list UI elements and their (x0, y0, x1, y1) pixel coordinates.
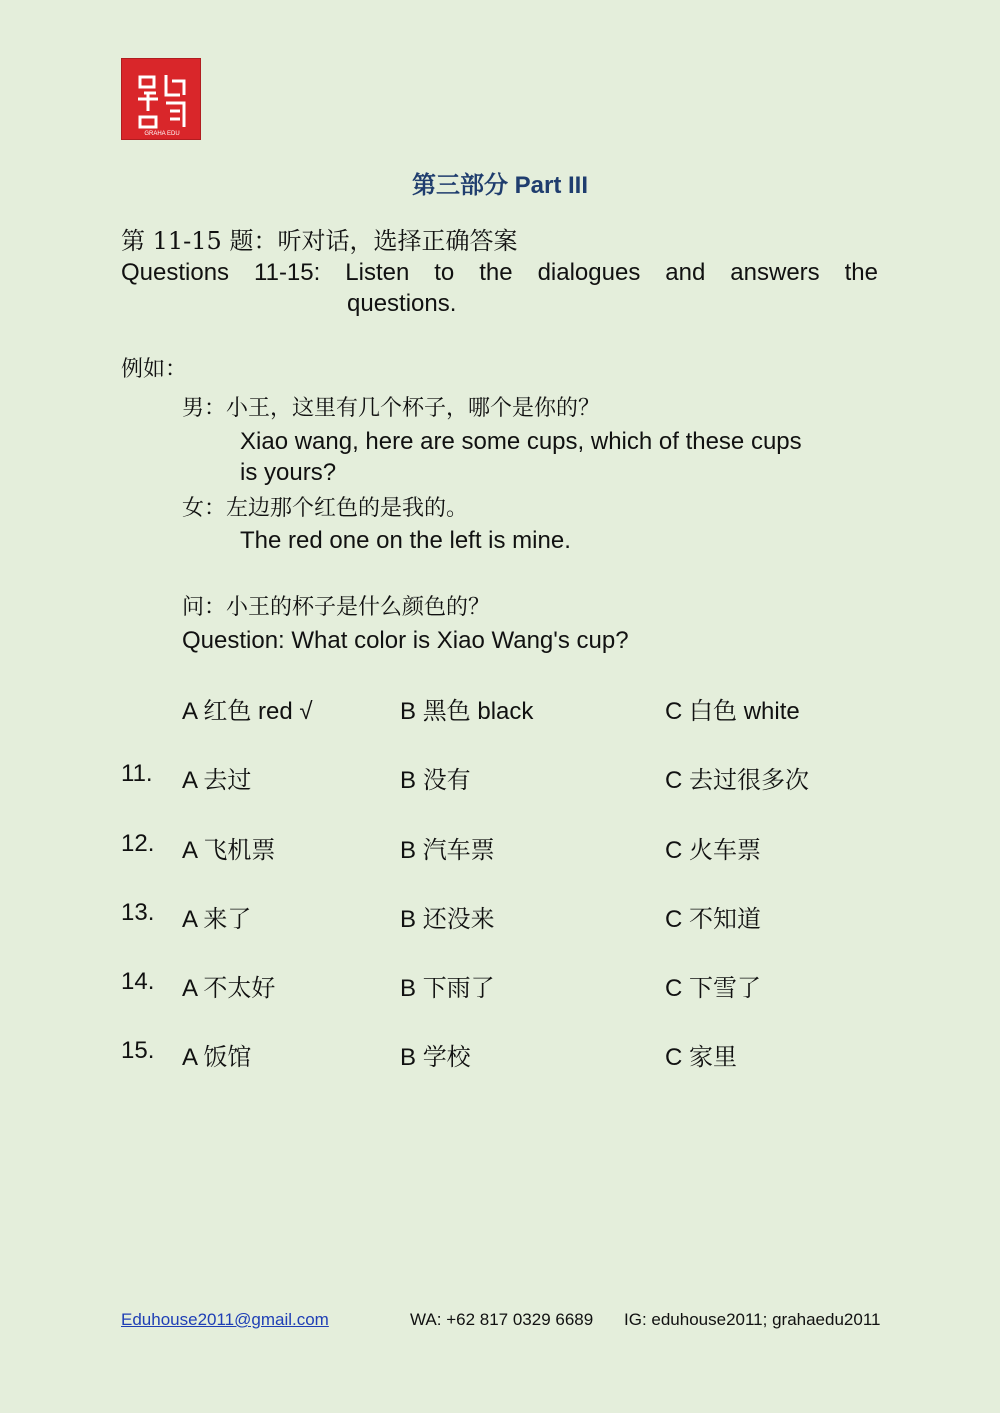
instruction-en-line2: questions. (347, 290, 457, 317)
option-en: white (743, 698, 800, 725)
question-13-option-b (400, 899, 495, 934)
option-text: 饭馆 (203, 1043, 252, 1071)
instruction-en-line1: Questions 11-15: Listen to the dialogues and answers the (121, 259, 878, 286)
section-title-en: Part III (514, 172, 589, 199)
example-question-zh: 问：小王的杯子是什么颜色的？ (182, 595, 491, 620)
option-text: 不太好 (203, 974, 276, 1002)
question-15-option-c (665, 1037, 737, 1072)
option-en: black (477, 698, 534, 725)
option-letter: A (182, 698, 197, 725)
graha-edu-logo (121, 58, 201, 140)
option-text: 来了 (203, 905, 252, 933)
option-text: 不知道 (689, 905, 762, 933)
question-number: 12. (121, 830, 155, 857)
section-title-zh: 第三部分 (411, 171, 508, 199)
option-letter: C (665, 767, 683, 794)
option-text: 汽车票 (422, 836, 495, 864)
email-link[interactable]: Eduhouse2011@gmail.com (121, 1310, 329, 1329)
question-11-option-b (400, 760, 471, 795)
question-11-option-c (665, 760, 809, 795)
option-zh: 黑色 (422, 697, 471, 725)
option-text: 飞机票 (203, 836, 276, 864)
option-text: 火车票 (689, 836, 762, 864)
instruction-zh: 第 11-15 题：听对话，选择正确答案 (121, 227, 518, 255)
question-number: 15. (121, 1037, 155, 1064)
option-text: 还没来 (422, 905, 495, 933)
option-letter: B (400, 906, 417, 933)
option-zh: 红色 (203, 697, 252, 725)
question-number: 11. (121, 760, 153, 787)
example-woman-zh: 女：左边那个红色的是我的。 (182, 496, 469, 521)
question-14-option-a (182, 968, 275, 1003)
option-letter: A (182, 767, 197, 794)
option-letter: C (665, 906, 683, 933)
example-label: 例如： (121, 357, 188, 382)
example-man-en-1: Xiao wang, here are some cups, which of these cups (240, 428, 802, 455)
example-woman-en: The red one on the left is mine. (240, 527, 571, 554)
option-letter: B (400, 837, 417, 864)
option-letter: A (182, 906, 197, 933)
option-letter: A (182, 1044, 197, 1071)
option-en: red √ (258, 698, 313, 725)
option-letter: A (182, 975, 197, 1002)
question-13-option-a (182, 899, 251, 934)
question-15-option-b (400, 1037, 471, 1072)
example-man-zh: 男：小王，这里有几个杯子，哪个是你的？ (182, 396, 601, 421)
option-text: 下雪了 (689, 974, 762, 1002)
option-letter: B (400, 698, 417, 725)
footer-wa: WA: +62 817 0329 6689 (410, 1310, 594, 1329)
question-12-option-b (400, 830, 495, 865)
option-text: 学校 (422, 1043, 471, 1071)
option-letter: A (182, 837, 197, 864)
footer-email[interactable] (121, 1310, 329, 1330)
question-number: 14. (121, 968, 155, 995)
question-15-option-a (182, 1037, 251, 1072)
option-letter: C (665, 698, 683, 725)
question-number: 13. (121, 899, 155, 926)
question-12-option-a (182, 830, 275, 865)
option-text: 下雨了 (422, 974, 495, 1002)
option-letter: C (665, 975, 683, 1002)
option-text: 家里 (689, 1043, 738, 1071)
footer-ig: IG: eduhouse2011; grahaedu2011 (624, 1310, 881, 1329)
section-title (0, 165, 1000, 200)
option-text: 去过 (203, 766, 252, 794)
example-option-a (182, 691, 313, 726)
question-11-option-a (182, 760, 251, 795)
option-text: 去过很多次 (689, 766, 810, 794)
option-letter: B (400, 975, 417, 1002)
question-12-option-c (665, 830, 761, 865)
example-question-en: Question: What color is Xiao Wang's cup? (182, 627, 629, 654)
option-zh: 白色 (689, 697, 738, 725)
example-option-c (665, 691, 800, 726)
option-letter: B (400, 1044, 417, 1071)
question-13-option-c (665, 899, 761, 934)
option-letter: C (665, 1044, 683, 1071)
logo-seal-icon (122, 59, 202, 141)
option-letter: B (400, 767, 417, 794)
question-14-option-b (400, 968, 495, 1003)
option-letter: C (665, 837, 683, 864)
example-option-b (400, 691, 533, 726)
svg-text:GRAHA EDU: GRAHA EDU (144, 131, 180, 137)
question-14-option-c (665, 968, 761, 1003)
option-text: 没有 (422, 766, 471, 794)
example-man-en-2: is yours? (240, 459, 337, 486)
